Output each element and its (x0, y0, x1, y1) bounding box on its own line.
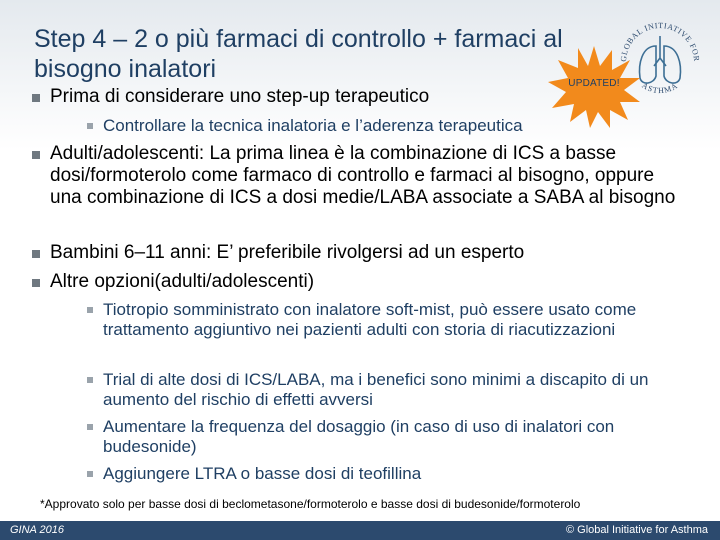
sub-bullet-marker (87, 123, 93, 129)
sub-bullet-text: Trial di alte dosi di ICS/LABA, ma i benefici sono minimi a discapito di un aumento del rischio di effetti avversi (103, 370, 649, 409)
sub-bullet-item (103, 300, 693, 340)
bullet-marker (32, 151, 40, 159)
sub-bullet-marker (87, 471, 93, 477)
sub-bullet-item (103, 370, 703, 410)
bullet-text: Bambini 6–11 anni: E’ preferibile rivolgersi ad un esperto (50, 242, 525, 263)
lungs-icon (640, 36, 681, 83)
bullet-text: Adulti/adolescenti: La prima linea è la combinazione di ICS a basse dosi/formoterolo come farmaco di controllo e farmaci al bisogno, oppure una combinazione di ICS a dosi medie/LABA associate a SABA al bisogno (50, 143, 676, 208)
slide-title: Step 4 – 2 o più farmaci di controllo + farmaci al bisogno inalatori (34, 25, 563, 83)
bullet-item (50, 143, 690, 209)
bullet-text: Altre opzioni(adulti/adolescenti) (50, 271, 315, 292)
sub-bullet-marker (87, 377, 93, 383)
sub-bullet-item (103, 417, 693, 457)
sub-bullet-text: Tiotropio somministrato con inalatore soft-mist, può essere usato come trattamento aggiuntivo nei pazienti adulti con storia di riacutizzazioni (103, 300, 637, 339)
footer-bar (0, 521, 720, 540)
updated-badge: UPDATED! (568, 78, 620, 89)
footer-copyright: © Global Initiative for Asthma (565, 524, 708, 536)
sub-bullet-item (103, 116, 583, 136)
sub-bullet-item (103, 464, 693, 484)
bullet-text: Prima di considerare uno step-up terapeutico (50, 86, 430, 107)
bullet-item (50, 86, 520, 108)
footer-left-text: GINA 2016 (10, 524, 65, 536)
sub-bullet-text: Controllare la tecnica inalatoria e l’aderenza terapeutica (103, 116, 523, 135)
logo-top-text: GLOBAL INITIATIVE FOR (618, 20, 702, 63)
bullet-marker (32, 94, 40, 102)
sub-bullet-marker (87, 424, 93, 430)
bullet-item (50, 271, 690, 293)
sub-bullet-marker (87, 307, 93, 313)
logo-bottom-text: ASTHMA (640, 80, 680, 96)
footnote: *Approvato solo per basse dosi di beclometasone/formoterolo e basse dosi di budesonide/formoterolo (40, 497, 581, 511)
sub-bullet-text: Aumentare la frequenza del dosaggio (in caso di uso di inalatori con budesonide) (103, 417, 615, 456)
bullet-item (50, 242, 690, 264)
bullet-marker (32, 250, 40, 258)
bullet-marker (32, 279, 40, 287)
sub-bullet-text: Aggiungere LTRA o basse dosi di teofillina (103, 464, 422, 483)
